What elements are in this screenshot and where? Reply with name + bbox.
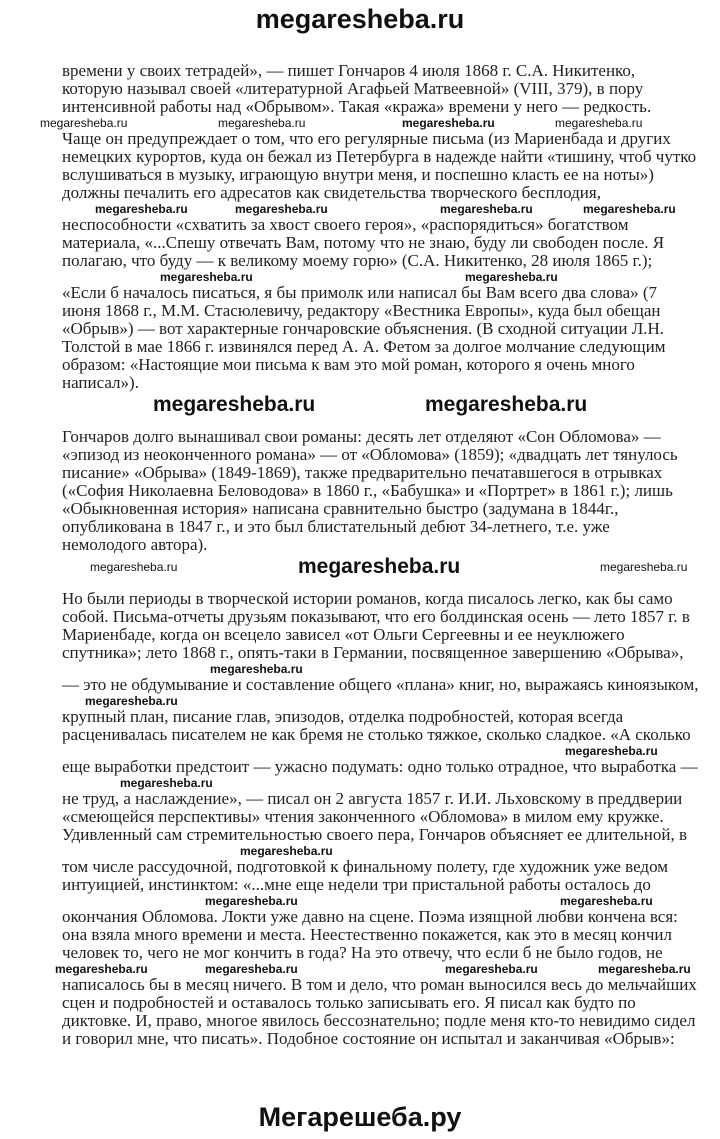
text-line: опубликована в 1847 г., и это был блистательный дебют 34-летнего, т.е. уже	[62, 517, 610, 536]
text-line: человек то, чего не мог кончить в года? На это отвечу, что если б не было годов, не	[62, 943, 663, 962]
watermark: megaresheba.ru	[402, 116, 495, 130]
watermark: megaresheba.ru	[153, 393, 316, 416]
text-line: Но были периоды в творческой истории романов, когда писалось легко, как бы само	[62, 589, 673, 608]
text-line: «Если б началось писаться, я бы примолк или написал бы Вам всего два слова» (7	[62, 283, 658, 302]
text-line: полагаю, что буду — к великому моему горю» (С.А. Никитенко, 28 июля 1865 г.);	[62, 251, 653, 270]
watermark: megaresheba.ru	[425, 393, 588, 416]
text-line: интенсивной работы над «Обрывом». Такая «кража» времени у него — редкость.	[62, 97, 652, 116]
watermark: megaresheba.ru	[95, 202, 188, 216]
watermark-row	[0, 116, 720, 130]
text-line: Гончаров долго вынашивал свои романы: десять лет отделяют «Сон Обломова» —	[62, 427, 661, 446]
text-line: написалось бы в месяц ничего. В том и дело, что роман выносился весь до мельчайших	[62, 975, 697, 994]
watermark-row	[0, 270, 720, 284]
text-line: сцен и подробностей и оставалось только записывать его. Я писал как будто по	[62, 993, 636, 1012]
text-line: писание» «Обрыва» (1849-1869), также предварительно печатавшегося в отрывках	[62, 463, 663, 482]
text-line: вслушиваться в музыку, играющую внутри меня, и поспешно класть ее на ноты»)	[62, 165, 654, 184]
watermark: megaresheba.ru	[445, 962, 538, 976]
watermark: megaresheba.ru	[565, 744, 658, 758]
text-line: — это не обдумывание и составление общего «плана» книг, но, выражаясь киноязыком,	[62, 675, 699, 694]
site-footer: Мегарешеба.ру	[258, 1102, 462, 1132]
text-line: еще выработки предстоит — ужасно подумать: одно только отрадное, что выработка —	[62, 757, 698, 776]
text-line: диктовке. И, право, многое явилось бессознательно; подле меня кто-то невидимо сидел	[62, 1011, 696, 1030]
watermark-row	[0, 392, 720, 418]
text-line: не труд, а наслаждение», — писал он 2 августа 1857 г. И.И. Льховскому в преддверии	[62, 789, 683, 808]
watermark-row	[0, 202, 720, 216]
watermark-row	[0, 962, 720, 976]
text-line: Мариенбаде, когда он всецело зависел «от Ольги Сергеевны и ее неуклюжего	[62, 625, 625, 644]
watermark-row	[0, 776, 720, 790]
text-line: интуицией, инстинктом: «...мне еще недели три пристальной работы осталось до	[62, 875, 651, 894]
watermark-row	[0, 554, 720, 580]
watermark: megaresheba.ru	[85, 694, 178, 708]
watermark: megaresheba.ru	[555, 116, 643, 130]
text-line: «смеющейся перспективы» чтения законченного «Обломова» в милом ему кружке.	[62, 807, 664, 826]
watermark: megaresheba.ru	[218, 116, 306, 130]
text-line: расценивалась писателем не как бремя не столько тяжкое, сколько сладкое. «А сколько	[62, 725, 691, 744]
text-line: немолодого автора).	[62, 535, 208, 554]
text-line: и говорил мне, что писать». Подобное состояние он испытал и заканчивая «Обрыв»:	[62, 1029, 675, 1048]
site-header: megaresheba.ru	[255, 4, 465, 34]
text-line: написал»).	[62, 373, 139, 392]
text-line: неспособности «схватить за хвост своего героя», «распорядиться» богатством	[62, 215, 629, 234]
watermark-row	[0, 894, 720, 908]
watermark: megaresheba.ru	[240, 844, 333, 858]
watermark: megaresheba.ru	[205, 894, 298, 908]
text-line: времени у своих тетрадей», — пишет Гончаров 4 июля 1868 г. С.А. Никитенко,	[62, 61, 636, 80]
text-line: окончания Обломова. Локти уже давно на сцене. Поэма изящной любви кончена вся:	[62, 907, 678, 926]
text-line: Чаще он предупреждает о том, что его регулярные письма (из Мариенбада и других	[62, 129, 671, 148]
document-body	[0, 62, 720, 1058]
watermark-row	[0, 844, 720, 858]
text-line: крупный план, писание глав, эпизодов, отделка подробностей, которая всегда	[62, 707, 624, 726]
watermark: megaresheba.ru	[235, 202, 328, 216]
text-line: она взяла много времени и места. Неестественно покажется, как это в месяц кончил	[62, 925, 672, 944]
paragraph	[0, 428, 720, 580]
text-line: материала, «...Спешу отвечать Вам, потому что не знаю, буду ли свободен после. Я	[62, 233, 665, 252]
watermark: megaresheba.ru	[55, 962, 148, 976]
watermark: megaresheba.ru	[465, 270, 558, 284]
text-line: которую называл своей «литературной Агафьей Матвеевной» (VIII, 379), в пору	[62, 79, 644, 98]
text-line: июня 1868 г., М.М. Стасюлевичу, редактору «Вестника Европы», куда был обещан	[62, 301, 661, 320]
text-line: «эпизод из неоконченного романа» — от «Обломова» (1859); «двадцать лет тянулось	[62, 445, 678, 464]
watermark: megaresheba.ru	[205, 962, 298, 976]
watermark: megaresheba.ru	[160, 270, 253, 284]
text-line: образом: «Настоящие мои письма к вам это мой роман, которого я очень много	[62, 355, 635, 374]
text-line: немецких курортов, куда он бежал из Петербурга в надежде найти «тишину, чтоб чутко	[62, 147, 697, 166]
watermark: megaresheba.ru	[600, 560, 688, 574]
text-line: том числе рассудочной, подготовкой к финальному полету, где художник уже ведом	[62, 857, 669, 876]
watermark: megaresheba.ru	[298, 555, 461, 578]
watermark-row	[0, 744, 720, 758]
watermark: megaresheba.ru	[583, 202, 676, 216]
watermark: megaresheba.ru	[120, 776, 213, 790]
watermark: megaresheba.ru	[560, 894, 653, 908]
text-line: «Обрыв») — вот характерные гончаровские объяснения. (В сходной ситуации Л.Н.	[62, 319, 665, 338]
paragraph	[0, 590, 720, 1048]
text-line: Толстой в мае 1866 г. извинялся перед А. А. Фетом за долгое молчание следующим	[62, 337, 666, 356]
watermark: megaresheba.ru	[40, 116, 128, 130]
text-line: спутника»; лето 1868 г., опять-таки в Германии, посвященное завершению «Обрыва»,	[62, 643, 684, 662]
text-line: «Обыкновенная история» написана сравнительно быстро (задумана в 1844г.,	[62, 499, 619, 518]
text-line: Удивленный сам стремительностью своего пера, Гончаров объясняет ее длительной, в	[62, 825, 688, 844]
watermark-row	[0, 694, 720, 708]
watermark: megaresheba.ru	[598, 962, 691, 976]
watermark: megaresheba.ru	[90, 560, 178, 574]
text-line: («София Николаевна Беловодова» в 1860 г., «Бабушка» и «Портрет» в 1861 г.); лишь	[62, 481, 673, 500]
watermark-row	[0, 662, 720, 676]
paragraph	[0, 62, 720, 418]
text-line: собой. Письма-отчеты друзьям показывают, что его болдинская осень — лето 1857 г. в	[62, 607, 690, 626]
watermark: megaresheba.ru	[440, 202, 533, 216]
watermark: megaresheba.ru	[210, 662, 303, 676]
text-line: должны печалить его адресатов как свидетельства творческого бесплодия,	[62, 183, 601, 202]
